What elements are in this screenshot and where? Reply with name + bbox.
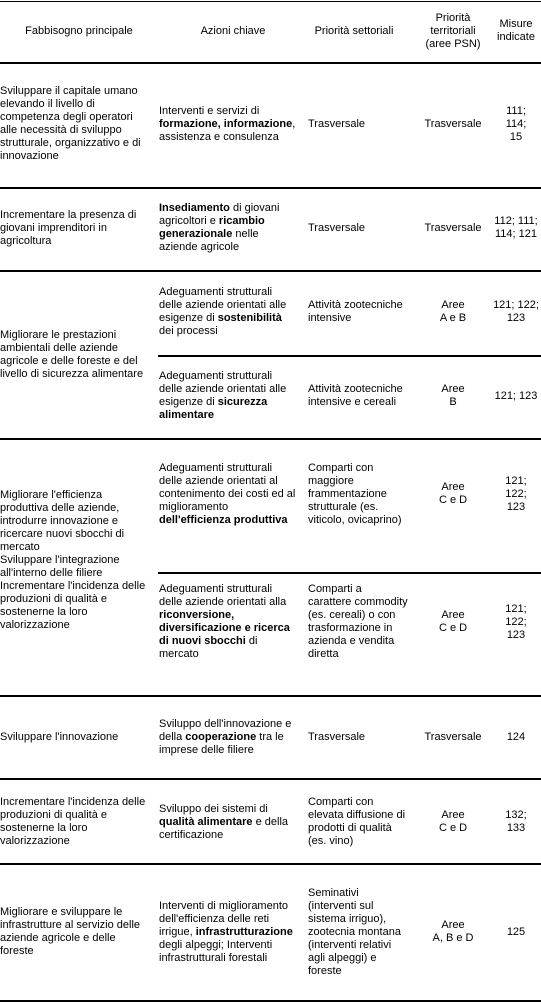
action-text: Sviluppo dell'innovazione e: [159, 718, 292, 730]
action-text: Adeguamenti strutturali: [159, 370, 273, 382]
action-text: generazionale nelle: [159, 228, 259, 240]
action-text: delle aziende orientati al: [159, 475, 278, 487]
need-text: Migliorare l'efficienza: [0, 489, 103, 501]
need-text: mercato: [0, 541, 40, 553]
action-text: Interventi e servizi di: [159, 105, 260, 117]
sector-priority-text: trasformazione in: [308, 622, 393, 634]
sector-priority-text: Comparti con: [308, 462, 374, 474]
row-divider: [0, 62, 541, 64]
sector-priority-text: (interventi sul: [308, 900, 374, 912]
need-text: produttiva delle aziende,: [0, 502, 120, 514]
measures-text: 123: [506, 501, 526, 513]
action-text: Adeguamenti strutturali: [159, 286, 273, 298]
measures-text: 114;: [505, 118, 527, 130]
action-text: Sviluppo dei sistemi di: [159, 803, 268, 815]
action-text: esigenze di sicurezza: [159, 396, 268, 408]
sector-priority-text: maggiore: [308, 475, 354, 487]
need-text: introdurre innovazione e: [0, 515, 119, 527]
need-text: Migliorare e sviluppare le: [0, 906, 123, 918]
measures-text: 121;: [505, 603, 527, 615]
header-priorita-settoriali: Priorità settoriali: [314, 25, 394, 37]
area-priority-text: Trasversale: [424, 222, 482, 234]
sector-priority-text: carattere commodity: [308, 596, 408, 608]
measures-text: 122;: [505, 488, 527, 500]
sector-priority-text: agli alpeggi) e: [308, 952, 377, 964]
sector-priority-text: (interventi relativi: [308, 939, 392, 951]
action-text: delle aziende orientati alla: [159, 596, 287, 608]
need-text: competenza degli operatori: [0, 111, 133, 123]
sector-priority-text: frammentazione: [308, 488, 387, 500]
action-text: Insediamento di giovani: [159, 202, 280, 214]
sector-priority-text: (es. vino): [308, 835, 354, 847]
need-text: giovani imprenditori in: [0, 222, 107, 234]
header-priorita-territoriali: (aree PSN): [425, 38, 481, 50]
need-text: Incrementare l'incidenza delle: [0, 580, 146, 592]
action-text: della cooperazione tra le: [159, 731, 284, 743]
need-text: sostenerne la loro: [0, 606, 88, 618]
need-text: innovazione: [0, 150, 59, 162]
sector-priority-text: Attività zootecniche: [308, 299, 403, 311]
need-text: valorizzazione: [0, 835, 70, 847]
sector-priority-text: zootecnia montana: [308, 926, 401, 938]
sector-priority-text: strutturale (es.: [308, 501, 379, 513]
area-priority-text: Aree: [441, 919, 465, 931]
need-text: infrastrutture al servizio delle: [0, 919, 141, 931]
measures-text: 121; 123: [494, 390, 538, 402]
area-priority-text: C e D: [438, 494, 468, 506]
row-divider: [0, 270, 541, 272]
sector-priority-text: intensive e cereali: [308, 396, 397, 408]
action-text: delle aziende orientati alle: [159, 299, 287, 311]
need-text: ricercare nuovi sbocchi di: [0, 528, 125, 540]
need-text: Sviluppare l'innovazione: [0, 731, 119, 743]
action-text: alimentare: [159, 409, 215, 421]
need-text: all'interno delle filiere: [0, 567, 103, 579]
need-text: sostenerne la loro: [0, 822, 88, 834]
row-divider: [0, 1000, 541, 1002]
header-misure: Misure: [499, 18, 533, 30]
action-text: dell'efficienza produttiva: [159, 514, 288, 526]
sector-priority-text: sistema irriguo),: [308, 913, 387, 925]
need-text: agricole e delle foreste e del: [0, 355, 138, 367]
area-priority-text: C e D: [438, 622, 468, 634]
action-text: diversificazione e ricerca: [159, 622, 290, 634]
row-divider: [0, 1, 541, 2]
action-text: imprese delle filiere: [159, 744, 254, 756]
sector-priority-text: intensive: [308, 312, 352, 324]
action-text: miglioramento: [159, 501, 229, 513]
measures-text: 123: [506, 312, 526, 324]
measures-text: 114; 121: [494, 228, 537, 240]
action-text: di nuovi sbocchi di: [159, 635, 258, 647]
need-text: produzioni di qualità e: [0, 593, 108, 605]
sector-priority-text: viticolo, ovicaprino): [308, 514, 402, 526]
header-fabbisogno: Fabbisogno principale: [25, 25, 133, 37]
action-text: assistenza e consulenza: [159, 131, 279, 143]
area-priority-text: Trasversale: [424, 118, 482, 130]
sector-priority-text: foreste: [308, 965, 342, 977]
measures-text: 15: [509, 131, 523, 143]
sector-priority-text: Trasversale: [308, 731, 366, 743]
area-priority-text: Trasversale: [424, 731, 482, 743]
action-text: esigenze di sostenibilità: [159, 312, 282, 324]
need-text: alle necessità di sviluppo: [0, 124, 122, 136]
need-text: elevando il livello di: [0, 98, 95, 110]
area-priority-text: Aree: [441, 383, 465, 395]
need-text: Sviluppare il capitale umano: [0, 85, 138, 97]
measures-text: 123: [506, 629, 526, 641]
action-text: infrastrutturali forestali: [159, 952, 268, 964]
sector-priority-text: azienda e vendita: [308, 635, 395, 647]
row-divider: [0, 778, 541, 780]
action-text: qualità alimentare e della: [159, 816, 289, 828]
action-text: riconversione,: [159, 609, 235, 621]
need-text: Migliorare le prestazioni: [0, 329, 117, 341]
sector-priority-text: Seminativi: [308, 887, 359, 899]
need-text: foreste: [0, 945, 34, 957]
measures-text: 132;: [505, 809, 527, 821]
area-priority-text: A, B e D: [432, 932, 474, 944]
action-text: Adeguamenti strutturali: [159, 583, 273, 595]
need-text: agricoltura: [0, 235, 52, 247]
header-misure: indicate: [497, 31, 535, 43]
sector-priority-text: Attività zootecniche: [308, 383, 403, 395]
need-text: strutturale, organizzativo e di: [0, 137, 141, 149]
action-text: delle aziende orientati alle: [159, 383, 287, 395]
action-text: certificazione: [159, 829, 224, 841]
sub-row-divider: [158, 572, 541, 574]
action-text: agricoltori e ricambio: [159, 215, 265, 227]
sector-priority-text: prodotti di qualità: [308, 822, 392, 834]
sector-priority-text: diretta: [308, 648, 339, 660]
measures-text: 122;: [505, 616, 527, 628]
header-priorita-territoriali: territoriali: [430, 25, 476, 37]
measures-text: 133: [506, 822, 526, 834]
action-text: mercato: [159, 648, 199, 660]
measures-text: 121;: [505, 475, 527, 487]
area-priority-text: C e D: [438, 822, 468, 834]
need-text: valorizzazione: [0, 619, 70, 631]
measures-text: 111;: [506, 105, 526, 117]
area-priority-text: Aree: [441, 809, 465, 821]
area-priority-text: Aree: [441, 609, 465, 621]
need-text: Sviluppare l'integrazione: [0, 554, 120, 566]
action-text: degli alpeggi; Interventi: [159, 939, 273, 951]
measures-text: 112; 111;: [494, 215, 538, 227]
action-text: dell'efficienza delle reti: [159, 913, 270, 925]
header-azioni: Azioni chiave: [200, 25, 266, 37]
need-text: Incrementare l'incidenza delle: [0, 796, 146, 808]
measures-text: 121; 122;: [493, 299, 539, 311]
sector-priority-text: Trasversale: [308, 118, 366, 130]
need-text: ambientali delle aziende: [0, 342, 119, 354]
sub-row-divider: [158, 355, 541, 357]
measures-text: 124: [506, 731, 526, 743]
need-text: Incrementare la presenza di: [0, 209, 137, 221]
action-text: irrigue, infrastrutturazione: [159, 926, 293, 938]
sector-priority-text: Trasversale: [308, 222, 366, 234]
action-text: aziende agricole: [159, 241, 240, 253]
row-divider: [0, 863, 541, 865]
action-text: formazione, informazione,: [159, 118, 296, 130]
row-divider: [0, 695, 541, 697]
area-priority-text: Aree: [441, 299, 465, 311]
sector-priority-text: (es. cereali) o con: [308, 609, 396, 621]
area-priority-text: Aree: [441, 481, 465, 493]
row-divider: [0, 187, 541, 189]
row-divider: [0, 438, 541, 440]
action-text: Interventi di miglioramento: [159, 900, 289, 912]
measures-text: 125: [506, 926, 526, 938]
sector-priority-text: Comparti a: [308, 583, 362, 595]
action-text: contenimento dei costi ed al: [159, 488, 296, 500]
action-text: dei processi: [159, 325, 218, 337]
need-text: livello di sicurezza alimentare: [0, 368, 144, 380]
action-text: Adeguamenti strutturali: [159, 462, 273, 474]
sector-priority-text: elevata diffusione di: [308, 809, 406, 821]
need-text: aziende agricole e delle: [0, 932, 116, 944]
need-text: produzioni di qualità e: [0, 809, 108, 821]
header-priorita-territoriali: Priorità: [435, 12, 471, 24]
sector-priority-text: Comparti con: [308, 796, 374, 808]
area-priority-text: A e B: [439, 312, 467, 324]
area-priority-text: B: [449, 396, 457, 408]
